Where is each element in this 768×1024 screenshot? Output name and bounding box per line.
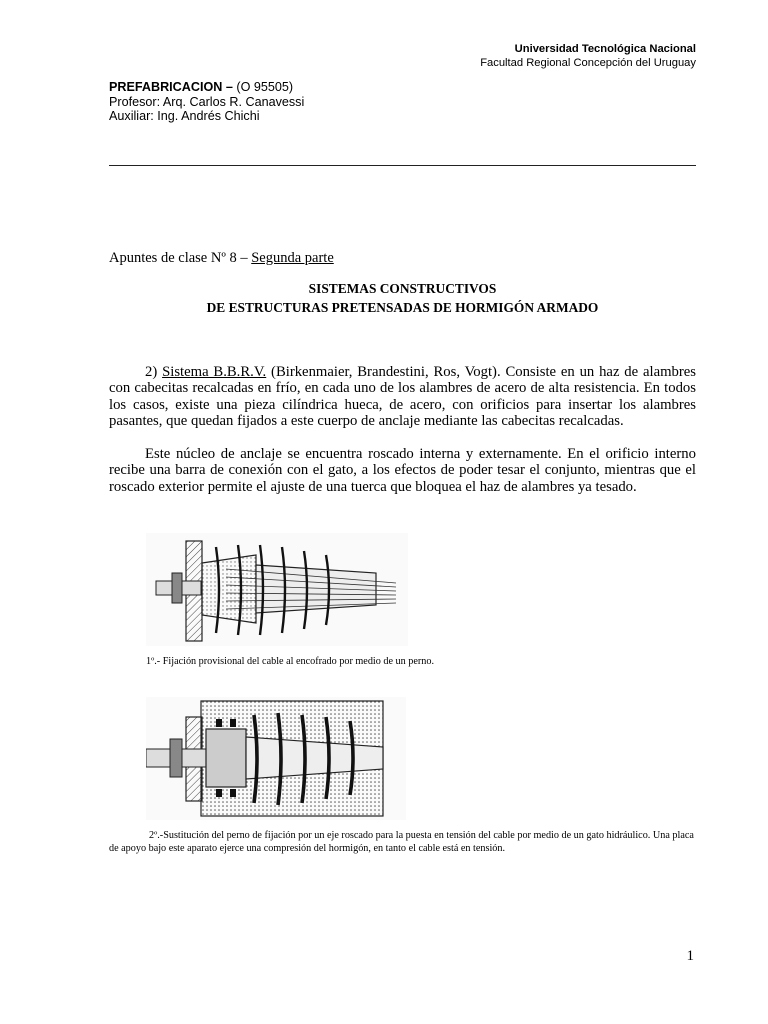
- system-name: Sistema B.B.R.V.: [162, 364, 267, 380]
- class-note-part: Segunda parte: [251, 250, 334, 266]
- course-title: PREFABRICACION: [109, 80, 223, 94]
- figure-2-caption: 2º.-Sustitución del perno de fijación por un eje roscado para la puesta en tensión del cable por medio de un gato hidráulico. Una placa de apoyo bajo este aparato ejerce una compresión del hormigón, en tanto el cable está en tensión.: [109, 830, 694, 854]
- page-number: 1: [686, 948, 694, 964]
- faculty-name: Facultad Regional Concepción del Uruguay: [480, 57, 696, 69]
- university-header: [480, 42, 696, 70]
- paragraph-1-text: (Birkenmaier, Brandestini, Ros, Vogt). Consiste en un haz de alambres con cabecitas recalcadas en frío, en cada uno de los alambres de acero de alta resistencia. En todos los casos, existe una pieza cilíndrica hueca, de acero, con orificios para insertar los alambres pasantes, que quedan fijados a este cuerpo de anclaje mediante las cabecitas recalcadas.: [109, 364, 697, 429]
- university-name: Universidad Tecnológica Nacional: [514, 43, 696, 55]
- paragraph-1: [109, 364, 696, 429]
- paragraph-2-text: Este núcleo de anclaje se encuentra roscado interna y externamente. En el orificio interno recibe una barra de conexión con el gato, a los efectos de poder tesar el conjunto, mientras que el roscado exterior permite el ajuste de una tuerca que bloquea el haz de alambres ya tesado.: [109, 446, 696, 495]
- course-code: (O 95505): [236, 80, 294, 94]
- figure-2-tensioning-drawing: [146, 697, 406, 820]
- course-dash: –: [222, 80, 237, 94]
- course-info: [109, 80, 304, 124]
- class-note-text: Apuntes de clase Nº 8 –: [109, 250, 252, 266]
- figure-1-caption: 1º.- Fijación provisional del cable al encofrado por medio de un perno.: [146, 656, 435, 667]
- class-note-label: [109, 250, 334, 267]
- document-title-line1: SISTEMAS CONSTRUCTIVOS: [308, 281, 497, 296]
- header-divider: [109, 165, 696, 166]
- document-title-line2: DE ESTRUCTURAS PRETENSADAS DE HORMIGÓN ARMADO: [206, 300, 599, 315]
- paragraph-2: [109, 446, 696, 495]
- assistant-line: Auxiliar: Ing. Andrés Chichi: [109, 109, 260, 124]
- figure-1-anchorage-drawing: [146, 533, 408, 646]
- course-line: [109, 80, 304, 95]
- paragraph-1-prefix: 2): [145, 364, 163, 380]
- professor-line: Profesor: Arq. Carlos R. Canavessi: [109, 94, 305, 109]
